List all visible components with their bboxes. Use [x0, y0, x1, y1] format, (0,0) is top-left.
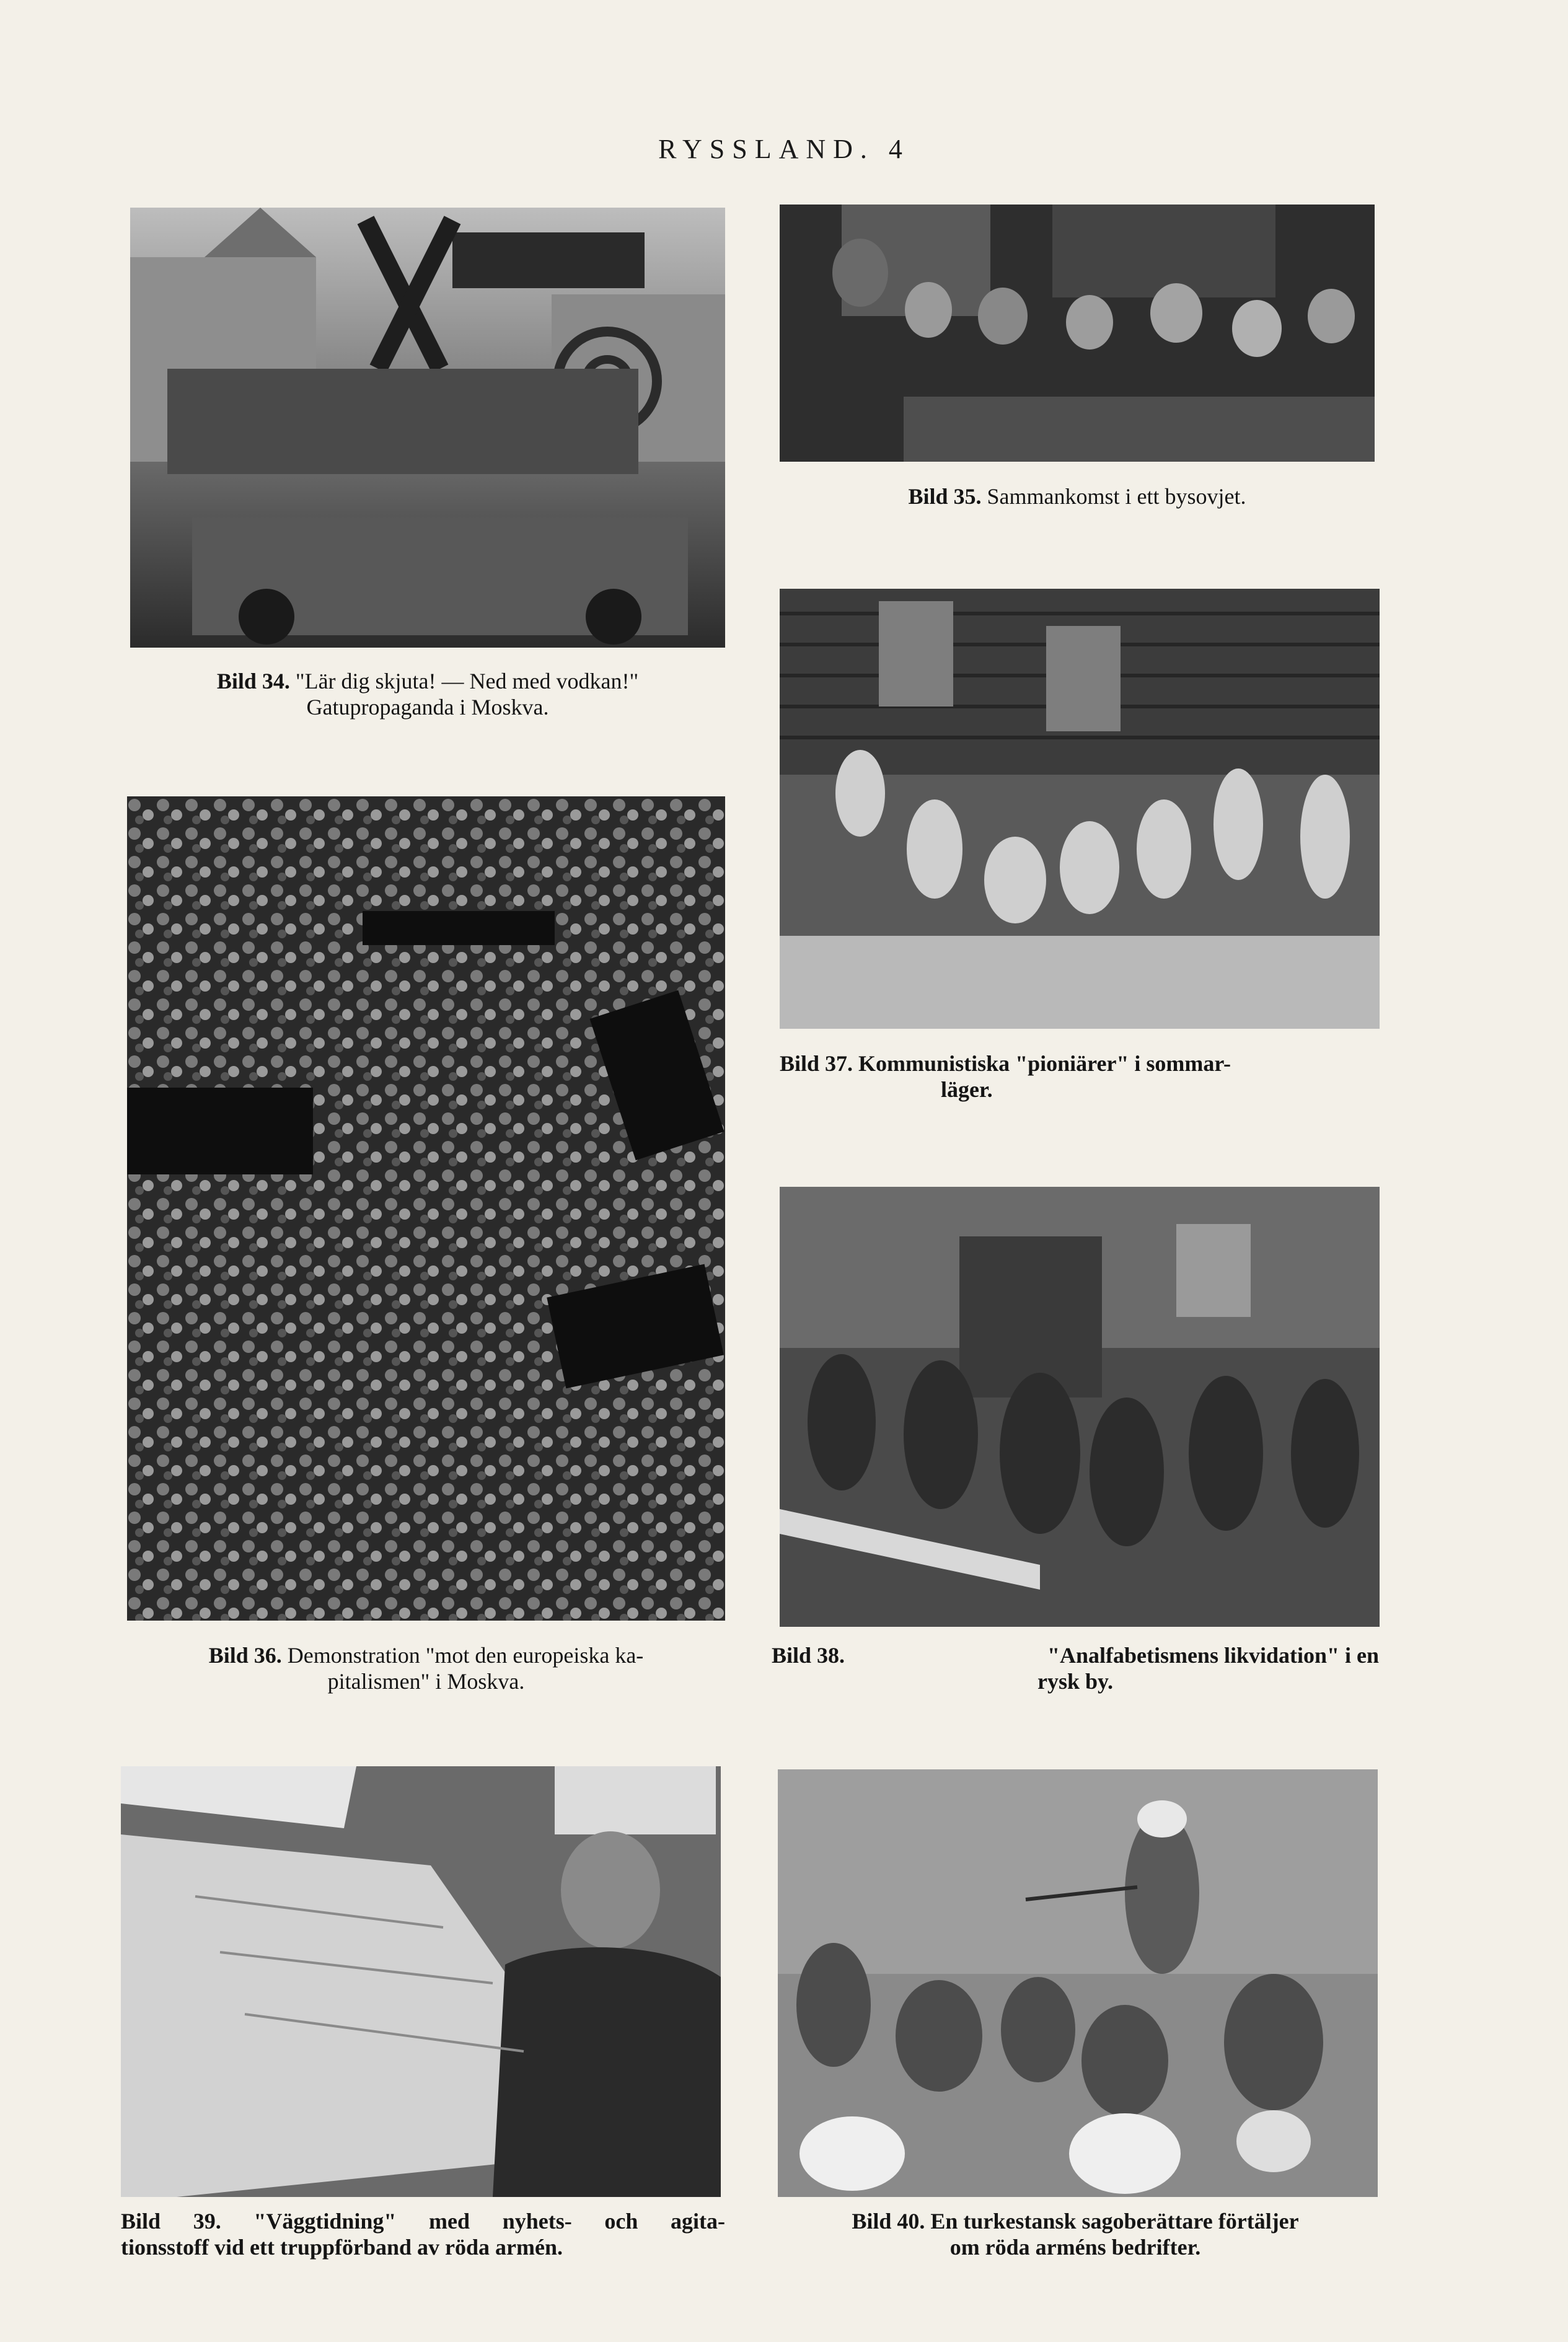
- photo-literacy-class: [780, 1187, 1380, 1627]
- photo-turkestan-storyteller: [778, 1769, 1378, 2197]
- caption-bild-37: [780, 1050, 1380, 1103]
- photo-street-propaganda: [130, 208, 725, 648]
- photo-demonstration-crowd: [127, 796, 725, 1621]
- caption-text: Sammankomst i ett bysovjet.: [987, 484, 1246, 509]
- photo-pioneers-summer-camp: [780, 589, 1380, 1029]
- caption-text: "Lär dig skjuta! — Ned med vodkan!": [295, 669, 639, 693]
- caption-text: "Analfabetismens likvidation" i en: [1047, 1643, 1379, 1668]
- photo-wall-newspaper: [121, 1766, 721, 2197]
- caption-bild-34: [124, 668, 731, 720]
- caption-text: "Väggtidning" med nyhets- och agita-: [253, 2209, 725, 2234]
- caption-bild-40: [772, 2208, 1379, 2260]
- figure-label: Bild 37.: [780, 1051, 853, 1076]
- photo-village-soviet-meeting: [780, 205, 1375, 462]
- caption-bild-35: [780, 483, 1375, 509]
- caption-bild-39: [121, 2208, 725, 2260]
- figure-label: Bild 38.: [772, 1643, 845, 1668]
- caption-bild-36: [121, 1642, 731, 1694]
- caption-text: Kommunistiska "pioniärer" i sommar-: [858, 1051, 1231, 1076]
- caption-text: Gatupropaganda i Moskva.: [306, 695, 549, 720]
- page-title: RYSSLAND. 4: [658, 134, 910, 164]
- figure-label: Bild 36.: [208, 1643, 282, 1668]
- caption-text: tionsstoff vid ett truppförband av röda armén.: [121, 2235, 563, 2260]
- caption-text: En turkestansk sagoberättare förtäljer: [930, 2209, 1299, 2234]
- caption-text: om röda arméns bedrifter.: [949, 2235, 1201, 2260]
- caption-text: pitalismen" i Moskva.: [327, 1669, 525, 1694]
- caption-text: läger.: [941, 1077, 993, 1102]
- figure-label: Bild 39.: [121, 2209, 221, 2234]
- caption-text: rysk by.: [1037, 1669, 1114, 1694]
- figure-label: Bild 35.: [908, 484, 982, 509]
- caption-bild-38: [772, 1642, 1379, 1694]
- caption-text: Demonstration "mot den europeiska ka-: [287, 1643, 644, 1668]
- figure-label: Bild 40.: [852, 2209, 925, 2234]
- figure-label: Bild 34.: [216, 669, 290, 693]
